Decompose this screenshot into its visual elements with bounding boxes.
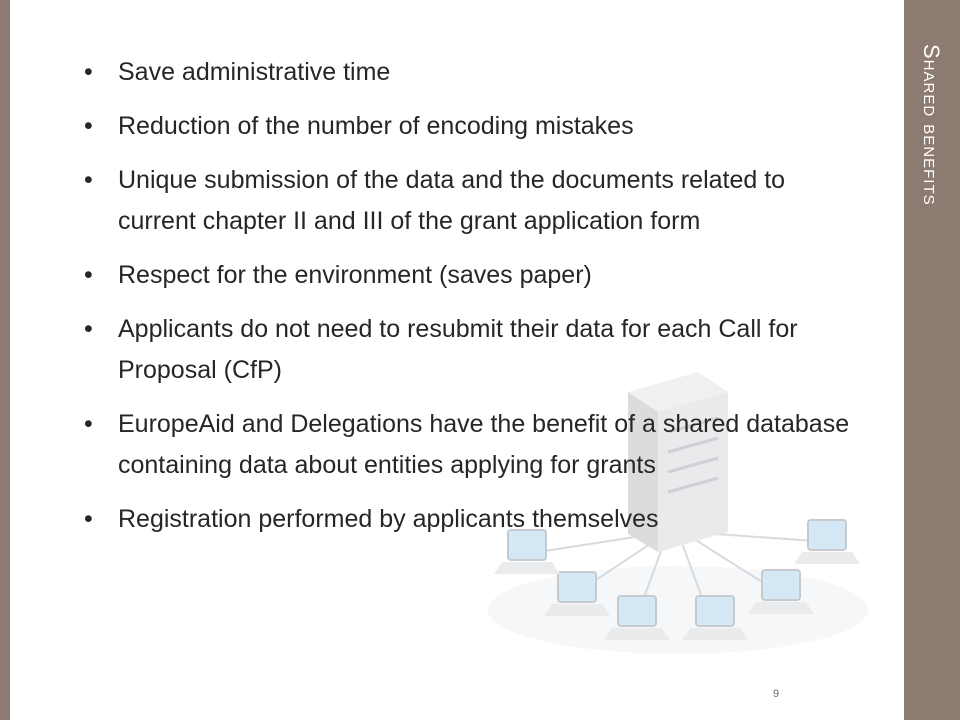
bullet-item xyxy=(84,52,854,93)
bullet-symbol: • xyxy=(84,58,93,86)
bullet-symbol: • xyxy=(84,261,93,289)
bullet-item xyxy=(84,499,854,540)
bullet-text: EuropeAid and Delegations have the benefit of a shared database containing data about entities applying for grants xyxy=(118,410,850,479)
bullet-item xyxy=(84,255,854,296)
slide-title: Shared benefits xyxy=(919,44,944,206)
bullet-text: Save administrative time xyxy=(118,58,391,86)
bullet-text: Unique submission of the data and the documents related to current chapter II and III of the grant application form xyxy=(118,166,786,235)
bullet-text: Applicants do not need to resubmit their data for each Call for Proposal (CfP) xyxy=(118,315,798,384)
bullet-symbol: • xyxy=(84,505,93,533)
bullet-item xyxy=(84,106,854,147)
bullet-symbol: • xyxy=(84,166,93,194)
title-container xyxy=(904,0,960,720)
bullet-text: Reduction of the number of encoding mistakes xyxy=(118,112,634,140)
bullet-item xyxy=(84,309,854,391)
bullet-symbol: • xyxy=(84,112,93,140)
bullet-symbol: • xyxy=(84,315,93,343)
bullet-symbol: • xyxy=(84,410,93,438)
bullet-item xyxy=(84,160,854,242)
bullet-text: Respect for the environment (saves paper) xyxy=(118,261,592,289)
page-number: 9 xyxy=(772,688,780,700)
bullet-list xyxy=(84,52,854,553)
left-decorative-strip xyxy=(0,0,10,720)
bullet-item xyxy=(84,404,854,486)
bullet-text: Registration performed by applicants themselves xyxy=(118,505,659,533)
